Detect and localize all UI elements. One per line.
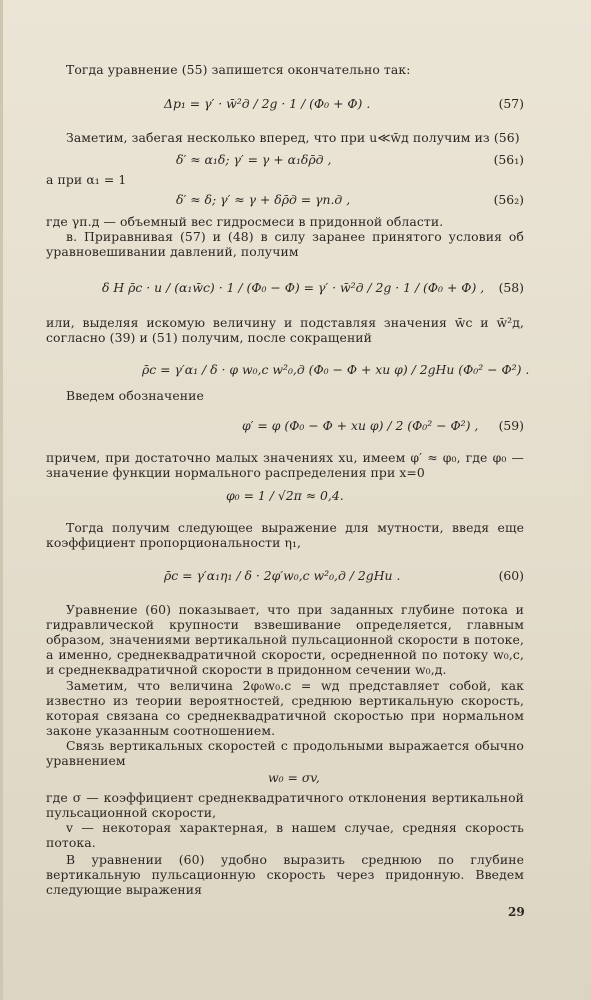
page-number: 29 [508, 905, 525, 919]
equation-60-body: ρ̄с = γ′α₁η₁ / δ · 2φ′w₀,с w²₀,д / 2gHu . [164, 568, 401, 583]
equation-56-2-number: (56₂) [493, 192, 524, 207]
equation-58 [46, 276, 524, 300]
equation-w0 [46, 766, 524, 790]
equation-rho [46, 358, 530, 382]
equation-59-body: φ′ = φ (Φ₀ − Φ + xu φ) / 2 (Φ₀² − Φ²) , [242, 418, 479, 433]
page-fold [0, 0, 3, 1000]
paragraph-6: или, выделяя искомую величину и подставляя значения w̄с и w̄²д, согласно (39) и (51) получим, после сокращений [46, 315, 524, 345]
equation-56-1-body: δ′ ≈ α₁δ; γ′ = γ + α₁δρ̄д , [176, 152, 332, 167]
paragraph-1: Тогда уравнение (55) запишется окончательно так: [66, 62, 411, 77]
paragraph-10: Уравнение (60) показывает, что при заданных глубине потока и гидравлической крупности взвешивание определяется, главным образом, значениями вертикальной пульсационной скорости в потоке, а именно, среднеквадратичной скорости, осредненной по потоку w₀,с, и среднеквадратичной скорости в придонном сечении w₀,д. [46, 602, 524, 677]
paragraph-12: Связь вертикальных скоростей с продольными выражается обычно уравнением [46, 738, 524, 768]
equation-56-1-number: (56₁) [493, 152, 524, 167]
equation-phi0-body: φ₀ = 1 / √2π ≈ 0,4. [226, 488, 344, 503]
equation-57-body: Δp₁ = γ′ · w̄²д / 2g · 1 / (Φ₀ + Φ) . [164, 96, 371, 111]
paragraph-13: где σ — коэффициент среднеквадратичного отклонения вертикальной пульсационной скорости, [46, 790, 524, 820]
paragraph-9: Тогда получим следующее выражение для мутности, введя еще коэффициент пропорциональности η₁, [46, 520, 524, 550]
paragraph-15: В уравнении (60) удобно выразить среднюю по глубине вертикальную пульсационную скорость через придонную. Введем следующие выражения [46, 852, 524, 897]
paragraph-8: причем, при достаточно малых значениях xu, имеем φ′ ≈ φ₀, где φ₀ — значение функции нормального распределения при x=0 [46, 450, 524, 480]
equation-60 [46, 564, 524, 588]
equation-59-number: (59) [498, 418, 524, 433]
paragraph-7: Введем обозначение [66, 388, 204, 403]
equation-57 [46, 92, 524, 116]
equation-58-body: δ H ρ̄с · u / (α₁w̄с) · 1 / (Φ₀ − Φ) = γ′ · w̄²д / 2g · 1 / (Φ₀ + Φ) , [102, 280, 485, 295]
paragraph-5: в. Приравнивая (57) и (48) в силу заранее принятого условия об уравновешивании давлений, получим [46, 229, 524, 259]
paragraph-14: v — некоторая характерная, в нашем случае, средняя скорость потока. [46, 820, 524, 850]
paragraph-11: Заметим, что величина 2φ₀w₀.с = wд представляет собой, как известно из теории вероятностей, среднюю вертикальную скорость, которая связана со среднеквадратичной скоростью при нормальном законе указанным соотношением. [46, 678, 524, 738]
paragraph-4: где γп.д — объемный вес гидросмеси в придонной области. [46, 214, 444, 229]
equation-rho-body: ρ̄с = γ′α₁ / δ · φ w₀,с w²₀,д (Φ₀ − Φ + xu φ) / 2gHu (Φ₀² − Φ²) . [142, 362, 530, 377]
equation-56-2 [46, 188, 524, 212]
paragraph-3: а при α₁ = 1 [46, 172, 127, 187]
equation-57-number: (57) [498, 96, 524, 111]
paragraph-2: Заметим, забегая несколько вперед, что при u≪w̄д получим из (56) [66, 130, 520, 145]
equation-58-number: (58) [498, 280, 524, 295]
equation-56-1 [46, 148, 524, 172]
equation-59 [46, 414, 524, 438]
equation-w0-body: w₀ = σv, [268, 770, 320, 785]
equation-56-2-body: δ′ ≈ δ; γ′ ≈ γ + δρ̄д = γп.д , [176, 192, 351, 207]
equation-phi0 [46, 484, 524, 508]
equation-60-number: (60) [498, 568, 524, 583]
